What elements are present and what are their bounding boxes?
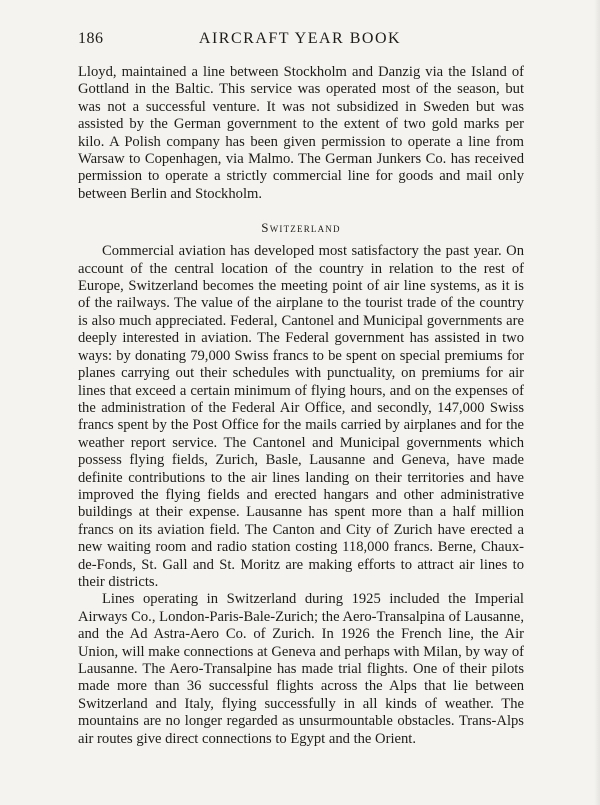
body-text xyxy=(78,64,524,748)
page-number: 186 xyxy=(78,30,104,47)
section-heading-switzerland: Switzerland xyxy=(261,220,341,236)
page-header xyxy=(78,30,522,52)
paragraph-switzerland-lines-1925: Lines operating in Switzerland during 1925 included the Imperial Airways Co., London-Paris-Bale-Zurich; the Aero-Transalpina of Lausanne, and the Ad Astra-Aero Co. of Zurich. In 1926 the French line, the Air Union, will make connections at Geneva and perhaps with Milan, by way of Lausanne. The Aero-Transalpine has made trial flights. One of their pilots made more than 36 successful flights across the Alps that lie between Switzerland and Italy, flying successfully in all kinds of weather. The mountains are no longer regarded as unsurmountable obstacles. Trans-Alps air routes give direct connections to Egypt and the Orient. xyxy=(78,591,524,747)
running-title: AIRCRAFT YEAR BOOK xyxy=(198,30,402,47)
page-edge-shadow xyxy=(594,0,600,805)
paragraph-switzerland-commercial-aviation: Commercial aviation has developed most satisfactory the past year. On account of the central location of the country in relation to the rest of Europe, Switzerland becomes the meeting point of air line systems, as it is of the railways. The value of the airplane to the tourist trade of the country is also much appreciated. Federal, Cantonel and Municipal governments are deeply interested in aviation. The Federal government has assisted in two ways: by donating 79,000 Swiss francs to be spent on special premiums for planes carrying out their schedules with punctuality, on premiums for air lines that exceed a certain minimum of flying hours, and on the expenses of the administration of the Federal Air Office, and secondly, 147,000 Swiss francs spent by the Post Office for the mails carried by airplanes and for the weather report service. The Cantonel and Municipal governments which possess flying fields, Zurich, Basle, Lausanne and Geneva, have made definite contributions to the air lines landing on their territories and have improved the flying fields and erected hangars and other administrative buildings at their expense. Lausanne has spent more than a half million francs on its aviation field. The Canton and City of Zurich have erected a new waiting room and radio station costing 118,000 francs. Berne, Chaux-de-Fonds, St. Gall and St. Moritz are making efforts to attract air lines to their districts. xyxy=(78,243,524,590)
paragraph-sweden-lines: Lloyd, maintained a line between Stockholm and Danzig via the Island of Gottland in the Baltic. This service was operated most of the season, but was not a successful venture. It was not subsidized in Sweden but was assisted by the German government to the extent of two gold marks per kilo. A Polish company has been given permission to operate a line from Warsaw to Copenhagen, via Malmo. The German Junkers Co. has received permission to operate a strictly commercial line for goods and mail only between Berlin and Stockholm. xyxy=(78,64,524,202)
